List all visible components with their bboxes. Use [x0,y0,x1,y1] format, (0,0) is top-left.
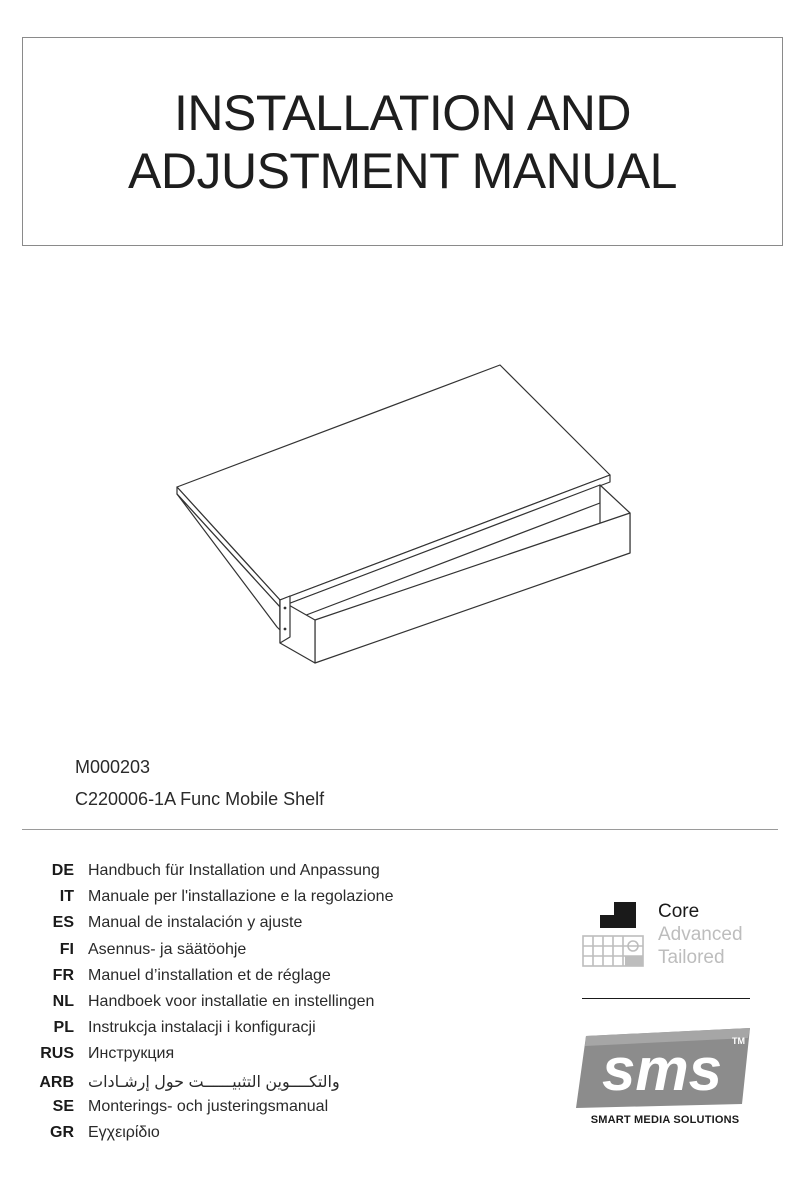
language-title: Handbuch für Installation und Anpassung [88,862,380,879]
language-title: Εγχειρίδιο [88,1123,160,1141]
title-line-2: ADJUSTMENT MANUAL [128,142,677,199]
language-code: NL [52,992,74,1010]
language-row-it [30,888,530,914]
sms-logo [572,1026,762,1136]
language-title: Инструкция [88,1045,175,1063]
language-row-gr [30,1124,530,1150]
logo-divider [582,998,750,999]
core-logo [582,900,782,972]
language-code: FI [59,940,74,958]
language-title: Manuel d’installation et de réglage [88,966,331,984]
title-line-1: INSTALLATION AND [174,84,631,141]
language-code: RUS [40,1045,74,1063]
section-divider [22,829,778,830]
language-title: Instrukcja instalacji i konfiguracji [88,1019,316,1037]
language-code: ES [52,914,74,932]
model-code: M000203 [75,757,151,777]
model-name: C220006-1A Func Mobile Shelf [75,789,325,809]
language-title: Handboek voor installatie en instellingen [88,992,375,1010]
language-title: والتكــــوين التثبيــــــت حول إرشـادات [88,1073,340,1091]
language-row-es [30,914,530,940]
language-row-rus [30,1045,530,1071]
language-code: PL [53,1019,74,1037]
sms-wordmark: sms [601,1036,723,1103]
language-code: ARB [39,1073,74,1091]
language-title: Monterings- och justeringsmanual [88,1097,329,1115]
core-word-advanced: Advanced [658,924,743,945]
language-code: IT [59,888,74,906]
language-list [30,862,530,1150]
core-word-core: Core [658,901,700,922]
language-code: FR [52,966,74,984]
bracket-screw-bottom [284,628,287,631]
language-row-nl [30,993,530,1019]
core-logo-words [658,900,743,969]
title-box [22,37,783,246]
sms-trademark: TM [732,1036,745,1046]
sms-badge [572,1026,762,1112]
sms-tagline: SMART MEDIA SOLUTIONS [590,1114,740,1126]
language-row-de [30,862,530,888]
language-code: SE [52,1097,74,1115]
bracket [280,596,290,643]
language-code: DE [51,862,74,879]
language-row-fr [30,967,530,993]
language-title: Manual de instalación y ajuste [88,914,303,932]
core-word-tailored: Tailored [658,947,725,968]
shelf-illustration [160,355,650,685]
language-code: GR [50,1123,74,1141]
language-title: Asennus- ja säätöohje [88,940,247,958]
language-row-se [30,1098,530,1124]
bracket-screw-top [284,607,287,610]
language-title: Manuale per l'installazione e la regolazione [88,888,394,906]
language-row-fi [30,941,530,967]
language-row-pl [30,1019,530,1045]
core-grid-icon [582,900,646,968]
language-row-arb [30,1072,530,1098]
